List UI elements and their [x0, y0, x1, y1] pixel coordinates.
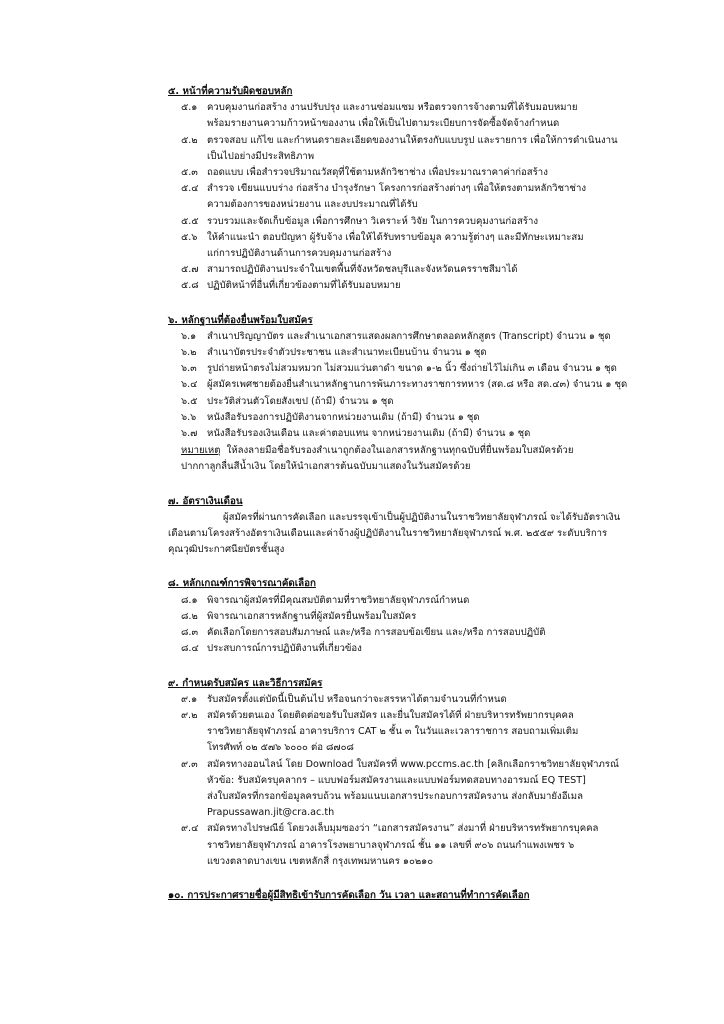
item-number: ๖.๕ [181, 395, 198, 407]
item-number: ๘.๔ [181, 643, 199, 655]
item-number: ๖.๔ [181, 379, 198, 391]
item-line: พิจารณาเอกสารหลักฐานที่ผู้สมัครยื่นพร้อมใบสมัคร [207, 610, 417, 622]
note-line [168, 443, 668, 459]
list-item [168, 625, 668, 641]
section-title: ๑๐. การประกาศรายชื่อผู้มีสิทธิเข้ารับการคัดเลือก วัน เวลา และสถานที่ทำการคัดเลือก [168, 889, 530, 901]
list-item [168, 361, 668, 377]
item-number: ๙.๔ [181, 823, 199, 835]
list-item [168, 345, 668, 361]
item-text [207, 641, 668, 657]
item-line: ตรวจสอบ แก้ไข และกำหนดรายละเอียดของงานให้ตรงกับแบบรูป และรายการ เพื่อให้การดำเนินงาน [207, 134, 618, 146]
section-title: ๕. หน้าที่ความรับผิดชอบหลัก [168, 86, 293, 97]
item-number: ๙.๓ [181, 758, 198, 770]
item-text [207, 165, 668, 181]
item-number: ๖.๓ [181, 363, 197, 375]
item-text [207, 214, 668, 230]
item-text [207, 625, 668, 641]
item-number: ๕.๓ [181, 167, 198, 179]
item-text [207, 230, 668, 262]
note-line: ปากกาลูกลื่นสีน้ำเงิน โดยให้นำเอกสารต้นฉบับมาแสดงในวันสมัครด้วย [181, 461, 471, 473]
item-line: ความต้องการของหน่วยงาน และงบประมาณที่ได้รับ [207, 199, 418, 211]
note-text: ให้ลงลายมือชื่อรับรองสำเนาถูกต้องในเอกสารหลักฐานทุกฉบับที่ยื่นพร้อมใบสมัครด้วย [226, 445, 574, 457]
item-line: สำรวจ เขียนแบบร่าง ก่อสร้าง บำรุงรักษา โครงการก่อสร้างต่างๆ เพื่อให้ตรงตามหลักวิชาช่าง [207, 183, 587, 195]
item-line: พร้อมรายงานความก้าวหน้าของงาน เพื่อให้เป็นไปตามระเบียบการจัดซื้อจัดจ้างกำหนด [207, 118, 560, 130]
item-number: ๕.๖ [181, 231, 198, 243]
list-item [168, 609, 668, 625]
list-item [168, 133, 668, 165]
item-line: แก่การปฏิบัติงานด้านการควบคุมงานก่อสร้าง [207, 248, 392, 260]
section-title: ๖. หลักฐานที่ต้องยื่นพร้อมใบสมัคร [168, 314, 313, 326]
item-line: คัดเลือกโดยการสอบสัมภาษณ์ และ/หรือ การสอบข้อเขียน และ/หรือ การสอบปฏิบัติ [207, 627, 546, 639]
item-number: ๕.๔ [181, 183, 199, 195]
list-item [168, 262, 668, 278]
section-5 [168, 84, 668, 295]
list-item [168, 757, 668, 822]
item-line: ผู้สมัครเพศชายต้องยื่นสำเนาหลักฐานการพ้นภาระทางราชการทหาร (สด.๘ หรือ สด.๔๓) จำนวน ๑ ชุด [207, 379, 628, 391]
item-number: ๕.๗ [181, 264, 199, 276]
item-number: ๙.๑ [181, 693, 198, 705]
item-line: ประวัติส่วนตัวโดยสังเขป (ถ้ามี) จำนวน ๑ ชุด [207, 395, 394, 407]
list-item [168, 394, 668, 410]
item-line: เป็นไปอย่างมีประสิทธิภาพ [207, 150, 315, 162]
item-number: ๘.๒ [181, 610, 198, 622]
item-text [207, 692, 668, 708]
item-text [207, 821, 668, 870]
item-number: ๙.๒ [181, 709, 198, 721]
list-item [168, 426, 668, 442]
list-item [168, 410, 668, 426]
list-item [168, 329, 668, 345]
list-item [168, 377, 668, 393]
item-text [207, 100, 668, 132]
list-item [168, 821, 668, 870]
item-line: พิจารณาผู้สมัครที่มีคุณสมบัติตามที่ราชวิทยาลัยจุฬาภรณ์กำหนด [207, 594, 470, 606]
item-line: หนังสือรับรองการปฏิบัติงานจากหน่วยงานเดิม (ถ้ามี) จำนวน ๑ ชุด [207, 411, 480, 423]
item-text [207, 757, 668, 822]
section-7 [168, 494, 668, 559]
item-line: ราชวิทยาลัยจุฬาภรณ์ อาคารโรงพยาบาลจุฬาภรณ์ ชั้น ๑๑ เลขที่ ๙๐๖ ถนนกำแพงเพชร ๖ [207, 839, 575, 851]
item-text [207, 426, 668, 442]
item-line: แขวงตลาดบางเขน เขตหลักสี่ กรุงเทพมหานคร ๑๐๒๑๐ [207, 855, 434, 867]
item-text [207, 394, 668, 410]
list-item [168, 230, 668, 262]
item-number: ๘.๓ [181, 627, 199, 639]
section-6 [168, 313, 668, 476]
item-number: ๖.๑ [181, 330, 197, 342]
list-item [168, 214, 668, 230]
item-line: สมัครทางไปรษณีย์ โดยวงเล็บมุมซองว่า “เอกสารสมัครงาน” ส่งมาที่ ฝ่ายบริหารทรัพยากรบุคคล [207, 823, 599, 835]
item-text [207, 329, 668, 345]
item-line: ควบคุมงานก่อสร้าง งานปรับปรุง และงานซ่อมแซม หรือตรวจการจ้างตามที่ได้รับมอบหมาย [207, 102, 578, 114]
item-line: ราชวิทยาลัยจุฬาภรณ์ อาคารบริการ CAT ๒ ชั้น ๓ ในวันและเวลาราชการ สอบถามเพิ่มเติม [207, 726, 579, 738]
item-number: ๖.๒ [181, 347, 197, 359]
item-number: ๕.๕ [181, 215, 199, 227]
item-line: หนังสือรับรองเงินเดือน และค่าตอบแทน จากหน่วยงานเดิม (ถ้ามี) จำนวน ๑ ชุด [207, 428, 531, 440]
item-line: โทรศัพท์ ๐๒ ๕๗๖ ๖๐๐๐ ต่อ ๘๗๐๘ [207, 742, 354, 754]
item-text [207, 609, 668, 625]
item-text [207, 262, 668, 278]
item-number: ๘.๑ [181, 594, 198, 606]
item-line: สมัครด้วยตนเอง โดยติดต่อขอรับใบสมัคร และยื่นใบสมัครได้ที่ ฝ่ายบริหารทรัพยากรบุคคล [207, 709, 574, 721]
item-line: รูปถ่ายหน้าตรงไม่สวมหมวก ไม่สวมแว่นตาดำ ขนาด ๑-๒ นิ้ว ซึ่งถ่ายไว้ไม่เกิน ๓ เดือน จำนวน ๑ ชุด [207, 363, 617, 375]
item-line: รับสมัครตั้งแต่บัดนี้เป็นต้นไป หรือจนกว่าจะสรรหาได้ตามจำนวนที่กำหนด [207, 693, 507, 705]
section-9 [168, 676, 668, 870]
list-item [168, 278, 668, 294]
item-text [207, 593, 668, 609]
section-title: ๘. หลักเกณฑ์การพิจารณาคัดเลือก [168, 578, 316, 590]
item-line: สำเนาปริญญาบัตร และสำเนาเอกสารแสดงผลการศึกษาตลอดหลักสูตร (Transcript) จำนวน ๑ ชุด [207, 330, 611, 342]
item-line: Prapussawan.jit@cra.ac.th [207, 807, 335, 819]
section-8 [168, 576, 668, 657]
paragraph-line: คุณวุฒิประกาศนียบัตรชั้นสูง [168, 544, 285, 556]
document-body [168, 84, 668, 922]
item-line: ให้คำแนะนำ ตอบปัญหา ผู้รับจ้าง เพื่อให้ได้รับทราบข้อมูล ความรู้ต่างๆ และมีทักษะเหมาะสม [207, 231, 584, 243]
item-text [207, 133, 668, 165]
item-line: สำเนาบัตรประจำตัวประชาชน และสำเนาทะเบียนบ้าน จำนวน ๑ ชุด [207, 347, 487, 359]
section-title: ๙. กำหนดรับสมัคร และวิธีการสมัคร [168, 677, 323, 689]
note-label: หมายเหตุ [181, 445, 221, 457]
salary-paragraph [168, 510, 668, 559]
list-item [168, 165, 668, 181]
item-text [207, 278, 668, 294]
item-line: ประสบการณ์การปฏิบัติงานที่เกี่ยวข้อง [207, 643, 362, 655]
list-item [168, 181, 668, 213]
item-line: ปฏิบัติหน้าที่อื่นที่เกี่ยวข้องตามที่ได้รับมอบหมาย [207, 280, 401, 292]
item-number: ๕.๑ [181, 102, 198, 114]
item-line: รวบรวมและจัดเก็บข้อมูล เพื่อการศึกษา วิเคราะห์ วิจัย ในการควบคุมงานก่อสร้าง [207, 215, 539, 227]
paragraph-line: ผู้สมัครที่ผ่านการคัดเลือก และบรรจุเข้าเป็นผู้ปฏิบัติงานในราชวิทยาลัยจุฬาภรณ์ จะได้รับอัตราเงิน [223, 511, 621, 523]
item-text [207, 345, 668, 361]
note-block [168, 443, 668, 475]
item-line: ถอดแบบ เพื่อสำรวจปริมาณวัสดุที่ใช้ตามหลักวิชาช่าง เพื่อประมาณราคาค่าก่อสร้าง [207, 167, 548, 179]
list-item [168, 708, 668, 757]
section-title: ๗. อัตราเงินเดือน [168, 495, 243, 507]
list-item [168, 692, 668, 708]
item-line: หัวข้อ: รับสมัครบุคลากร – แบบฟอร์มสมัครงานและแบบฟอร์มทดสอบทางอารมณ์ EQ TEST] [207, 774, 586, 786]
item-text [207, 377, 668, 393]
item-text [207, 410, 668, 426]
list-item [168, 593, 668, 609]
item-line: สามารถปฏิบัติงานประจำในเขตพื้นที่จังหวัดชลบุรีและจังหวัดนครราชสีมาได้ [207, 264, 518, 276]
item-line: สมัครทางออนไลน์ โดย Download ใบสมัครที่ www.pccms.ac.th [คลิกเลือกราชวิทยาลัยจุฬาภรณ์ [207, 758, 619, 770]
item-number: ๖.๖ [181, 411, 197, 423]
item-number: ๕.๒ [181, 134, 198, 146]
item-text [207, 181, 668, 213]
list-item [168, 641, 668, 657]
item-line: ส่งใบสมัครที่กรอกข้อมูลครบถ้วน พร้อมแนบเอกสารประกอบการสมัครงาน ส่งกลับมายังอีเมล [207, 790, 583, 802]
item-number: ๕.๘ [181, 280, 199, 292]
item-text [207, 361, 668, 377]
list-item [168, 100, 668, 132]
section-10 [168, 888, 668, 904]
paragraph-line: เดือนตามโครงสร้างอัตราเงินเดือนและค่าจ้างผู้ปฏิบัติงานในราชวิทยาลัยจุฬาภรณ์ พ.ศ. ๒๕๕๙ ระดับบริการ [168, 528, 608, 540]
item-text [207, 708, 668, 757]
item-number: ๖.๗ [181, 428, 198, 440]
